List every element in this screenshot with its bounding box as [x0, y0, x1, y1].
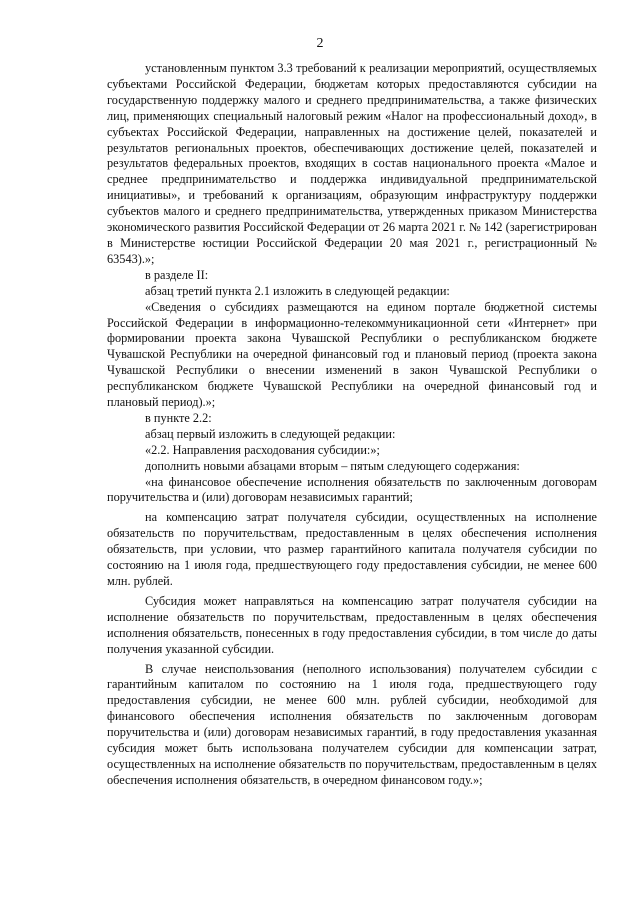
paragraph-financial-provision: «на финансовое обеспечение исполнения обязательств по заключенным договорам поручительства и (или) договорам независимых гарантий;: [107, 474, 597, 505]
document-body: [107, 61, 597, 789]
paragraph-compensation: на компенсацию затрат получателя субсидии, осуществленных на исполнение обязательств по поручительствам, предоставленным в целях обеспечения исполнения обязательств, при условии, что размер гарантийного капитала получателя субсидии по состоянию на 1 июля года, предшествующего году предоставления субсидии, не менее 600 млн. рублей.: [107, 510, 597, 588]
paragraph-section-ii: в разделе II:: [145, 267, 209, 282]
paragraph-item-2-1: абзац третий пункта 2.1 изложить в следующей редакции:: [145, 283, 450, 298]
paragraph-item-2-2: в пункте 2.2:: [145, 410, 212, 425]
paragraph-requirements: установленным пунктом 3.3 требований к реализации мероприятий, осуществляемых субъектами Российской Федерации, бюджетам которых предоставляются субсидии на государственную поддержку малого и среднего предпринимательства, а также физических лиц, применяющих специальный налоговый режим «Налог на профессиональный доход», в субъектах Российской Федерации, направленных на достижение целей, показателей и результатов региональных проектов, обеспечивающих достижение целей, показателей и результатов федеральных проектов, входящих в состав национального проекта «Малое и среднее предпринимательство и поддержка индивидуальной предпринимательской инициативы», и требований к организациям, образующим инфраструктуру поддержки субъектов малого и среднего предпринимательства, утвержденных приказом Министерства экономического развития Российской Федерации от 26 марта 2021 г. № 142 (зарегистрирован в Министерстве юстиции Российской Федерации 20 мая 2021 г., регистрационный № 63543).»;: [107, 61, 597, 266]
paragraph-first-paragraph-edit: абзац первый изложить в следующей редакции:: [145, 426, 396, 441]
paragraph-nonuse: В случае неиспользования (неполного использования) получателем субсидии с гарантийным капиталом по состоянию на 1 июля года, предшествующего году предоставления субсидии, не менее 600 млн. рублей субсидии, необходимой для финансового обеспечения исполнения обязательств по заключенным договорам поручительства и (или) договорам независимых гарантий, в году предоставления указанная субсидия может быть использована получателем субсидии для компенсации затрат, осуществленных на исполнение обязательств по поручительствам, предоставленным в целях обеспечения исполнения обязательств, в очередном финансовом году.»;: [107, 661, 597, 787]
page-number: 2: [316, 36, 324, 51]
paragraph-directions: «2.2. Направления расходования субсидии:»;: [145, 442, 380, 457]
paragraph-subsidy-direction: Субсидия может направляться на компенсацию затрат получателя субсидии на исполнение обязательств по поручительствам, предоставленным в целях обеспечения исполнения обязательств, понесенных в году предоставления субсидии, в том числе до даты получения указанной субсидии.: [107, 593, 597, 656]
paragraph-add-new: дополнить новыми абзацами вторым – пятым следующего содержания:: [145, 458, 520, 473]
paragraph-subsidy-info: «Сведения о субсидиях размещаются на едином портале бюджетной системы Российской Федерации в информационно-телекоммуникационной сети «Интернет» при формировании проекта закона Чувашской Республики о республиканском бюджете Чувашской Республики на очередной финансовый год и плановый период (проекта закона Чувашской Республики о внесении изменений в закон Чувашской Республики о республиканском бюджете Чувашской Республики на очередной финансовый год и плановый период).»;: [107, 299, 597, 410]
